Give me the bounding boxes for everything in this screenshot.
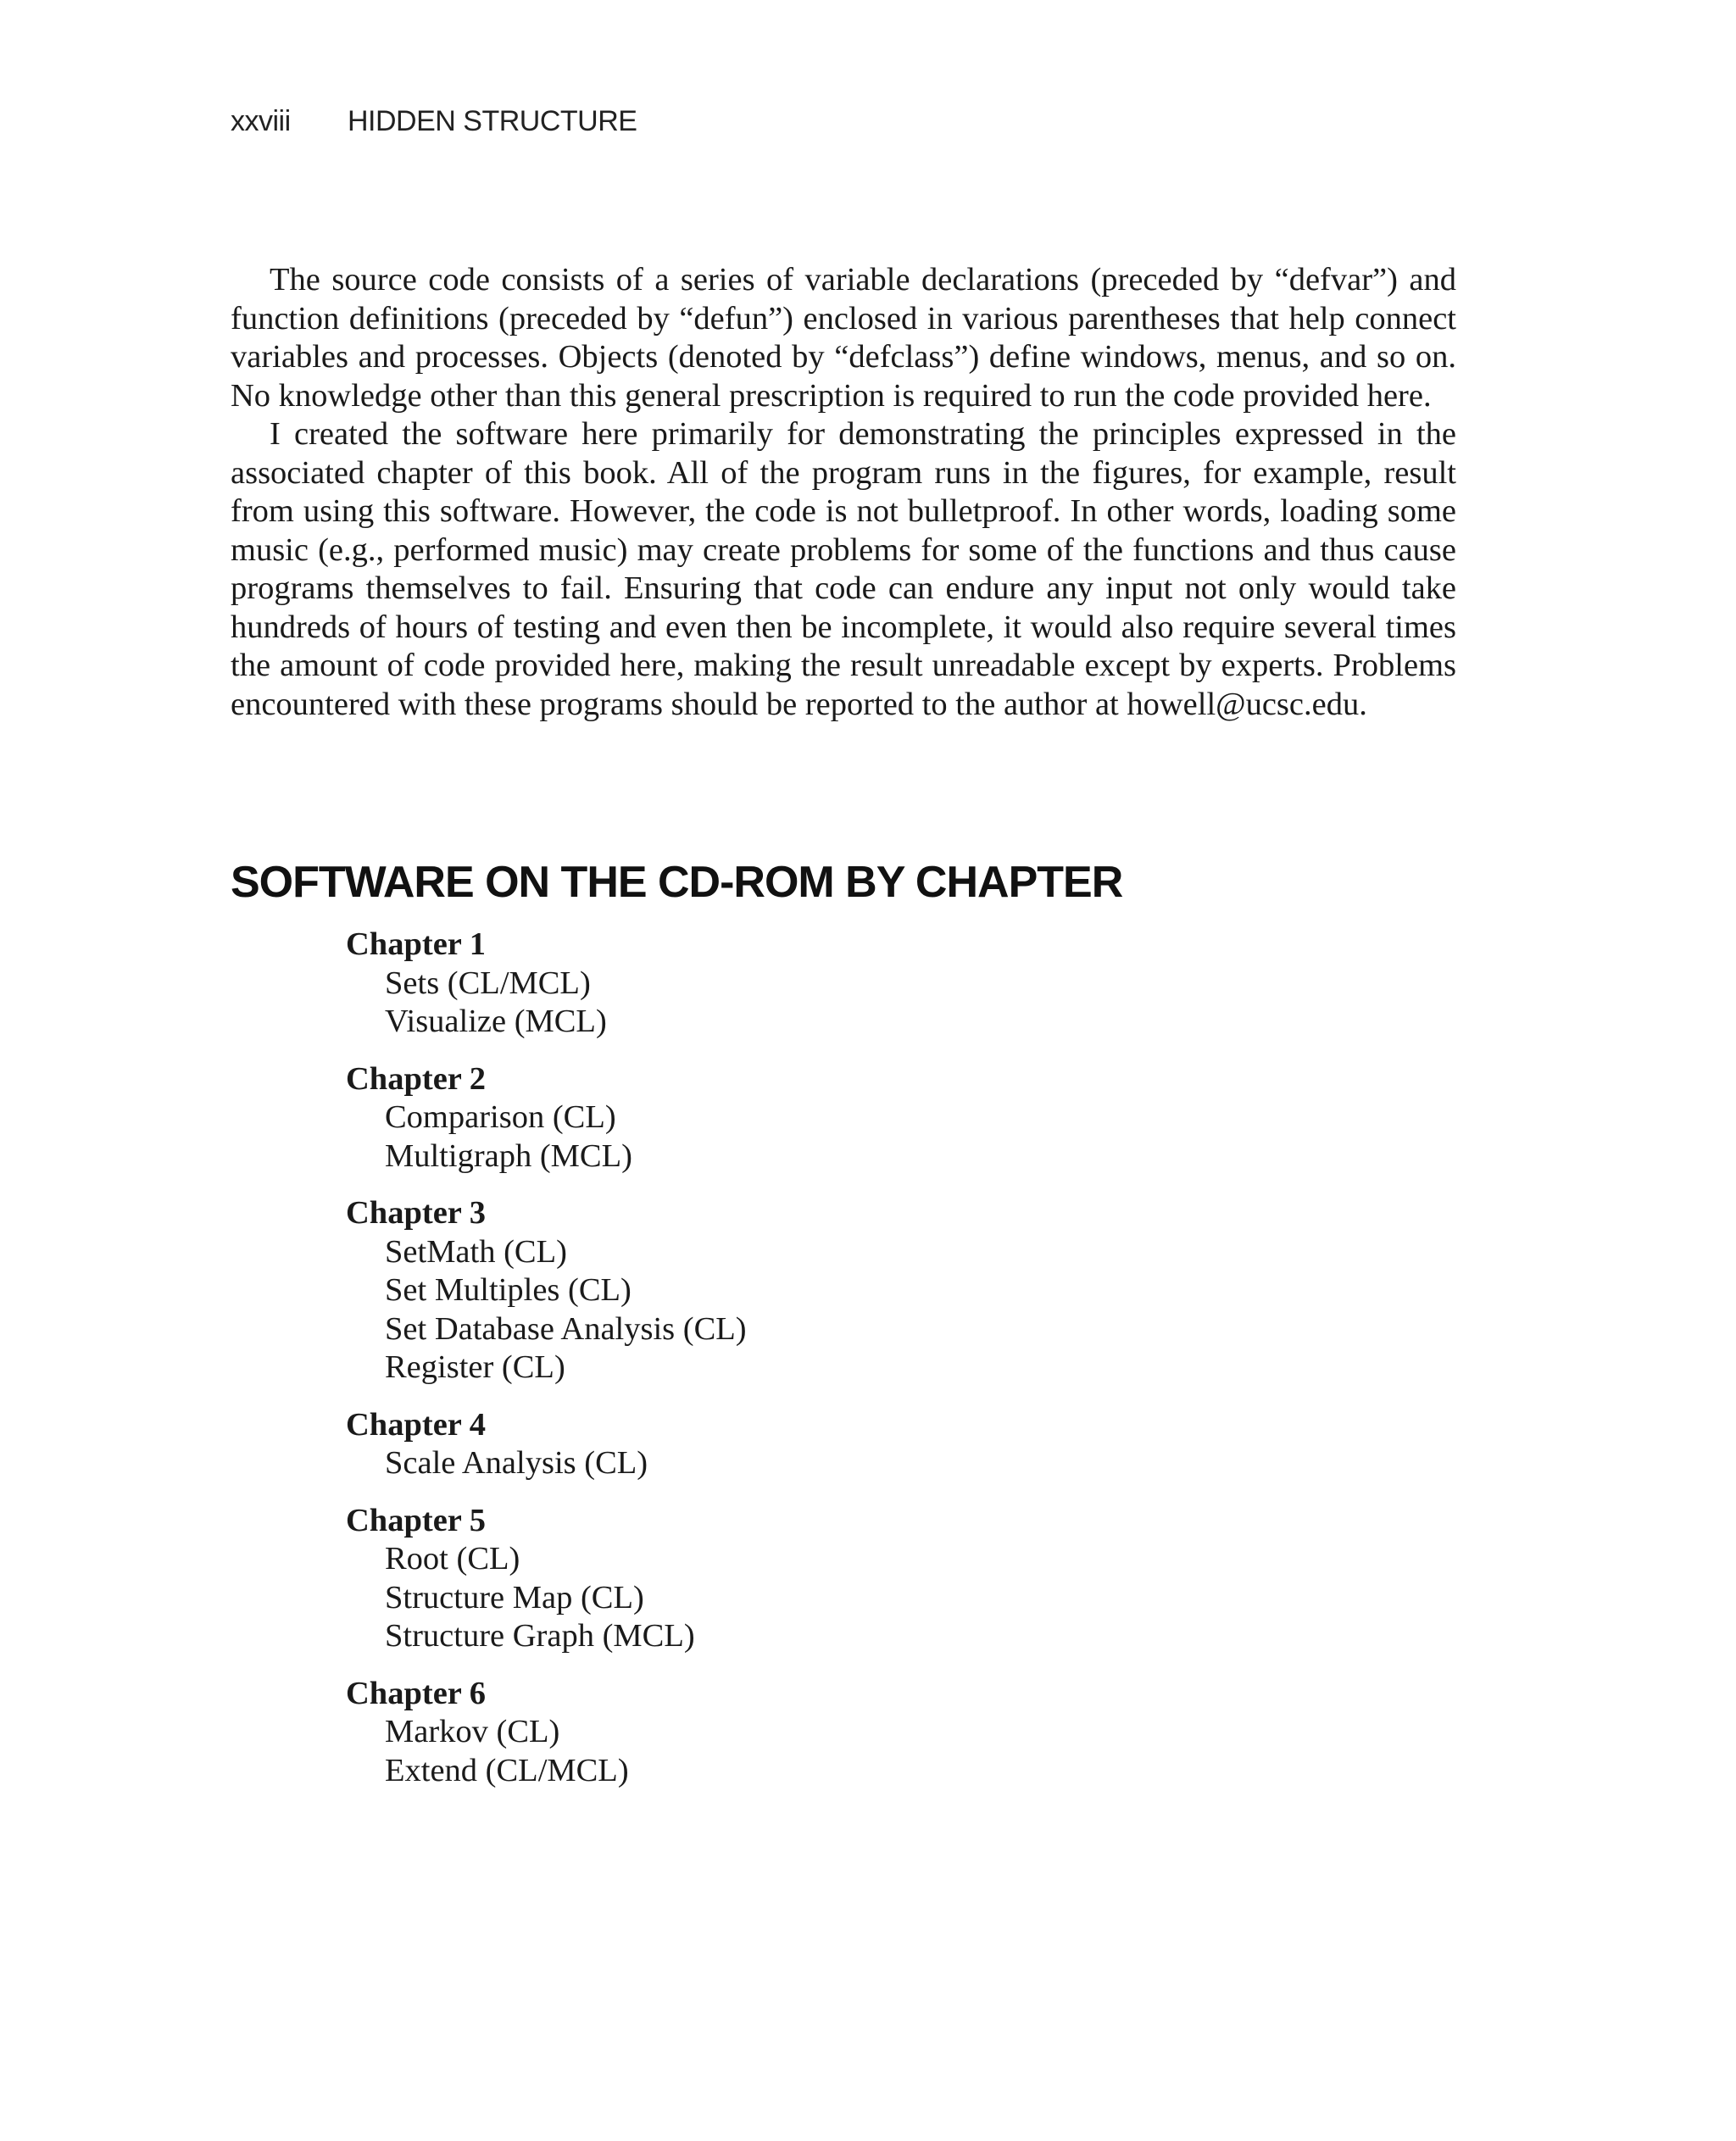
paragraph-source-code: The source code consists of a series of variable declarations (preceded by “defvar”) and function definitions (preceded by “defun”) enclosed in various parentheses that help connect variables and processes. Objects (denoted by “defclass”) define windows, menus, and so on. No knowledge other than this general prescription is required to run the code provided here. [231, 262, 1456, 414]
section-heading: SOFTWARE ON THE CD-ROM BY CHAPTER [231, 858, 1123, 907]
chapter-title: Chapter 2 [346, 1060, 487, 1097]
software-item: Sets (CL/MCL) [385, 965, 591, 1001]
software-item: Structure Graph (MCL) [385, 1618, 695, 1654]
software-item: Extend (CL/MCL) [385, 1752, 629, 1788]
chapter-block-5 [346, 1502, 1109, 1656]
chapter-block-3 [346, 1194, 1109, 1387]
chapter-title: Chapter 3 [346, 1195, 487, 1231]
software-item: Root (CL) [385, 1541, 520, 1577]
software-item: Register (CL) [385, 1349, 565, 1385]
software-item: SetMath (CL) [385, 1233, 567, 1270]
software-item: Markov (CL) [385, 1714, 560, 1749]
chapter-block-4 [346, 1406, 1109, 1483]
running-head [231, 105, 637, 138]
software-item: Visualize (MCL) [385, 1004, 607, 1039]
chapter-block-2 [346, 1060, 1109, 1176]
software-item: Multigraph (MCL) [385, 1137, 632, 1174]
body-text [231, 261, 1456, 724]
chapter-title: Chapter 1 [346, 926, 487, 962]
software-item: Set Multiples (CL) [385, 1272, 632, 1308]
chapter-title: Chapter 5 [346, 1502, 487, 1538]
chapter-list [346, 926, 1109, 1809]
chapter-block-1 [346, 926, 1109, 1042]
chapter-block-6 [346, 1675, 1109, 1791]
page-number: xxviii [231, 105, 291, 137]
software-item: Set Database Analysis (CL) [385, 1310, 747, 1347]
running-title: HIDDEN STRUCTURE [348, 105, 637, 137]
chapter-title: Chapter 6 [346, 1675, 487, 1711]
paragraph-software-purpose: I created the software here primarily for demonstrating the principles expressed in the associated chapter of this book. All of the program runs in the figures, for example, result from using this software. However, the code is not bulletproof. In other words, loading some music (e.g., performed music) may create problems for some of the functions and thus cause programs themselves to fail. Ensuring that code can endure any input not only would take hundreds of hours of testing and even then be incomplete, it would also require several times the amount of code provided here, making the result unreadable except by experts. Problems encountered with these programs should be reported to the author at howell@ucsc.edu. [231, 416, 1456, 722]
software-item: Structure Map (CL) [385, 1579, 644, 1615]
chapter-title: Chapter 4 [346, 1406, 487, 1443]
software-item: Scale Analysis (CL) [385, 1445, 648, 1481]
software-item: Comparison (CL) [385, 1099, 616, 1135]
